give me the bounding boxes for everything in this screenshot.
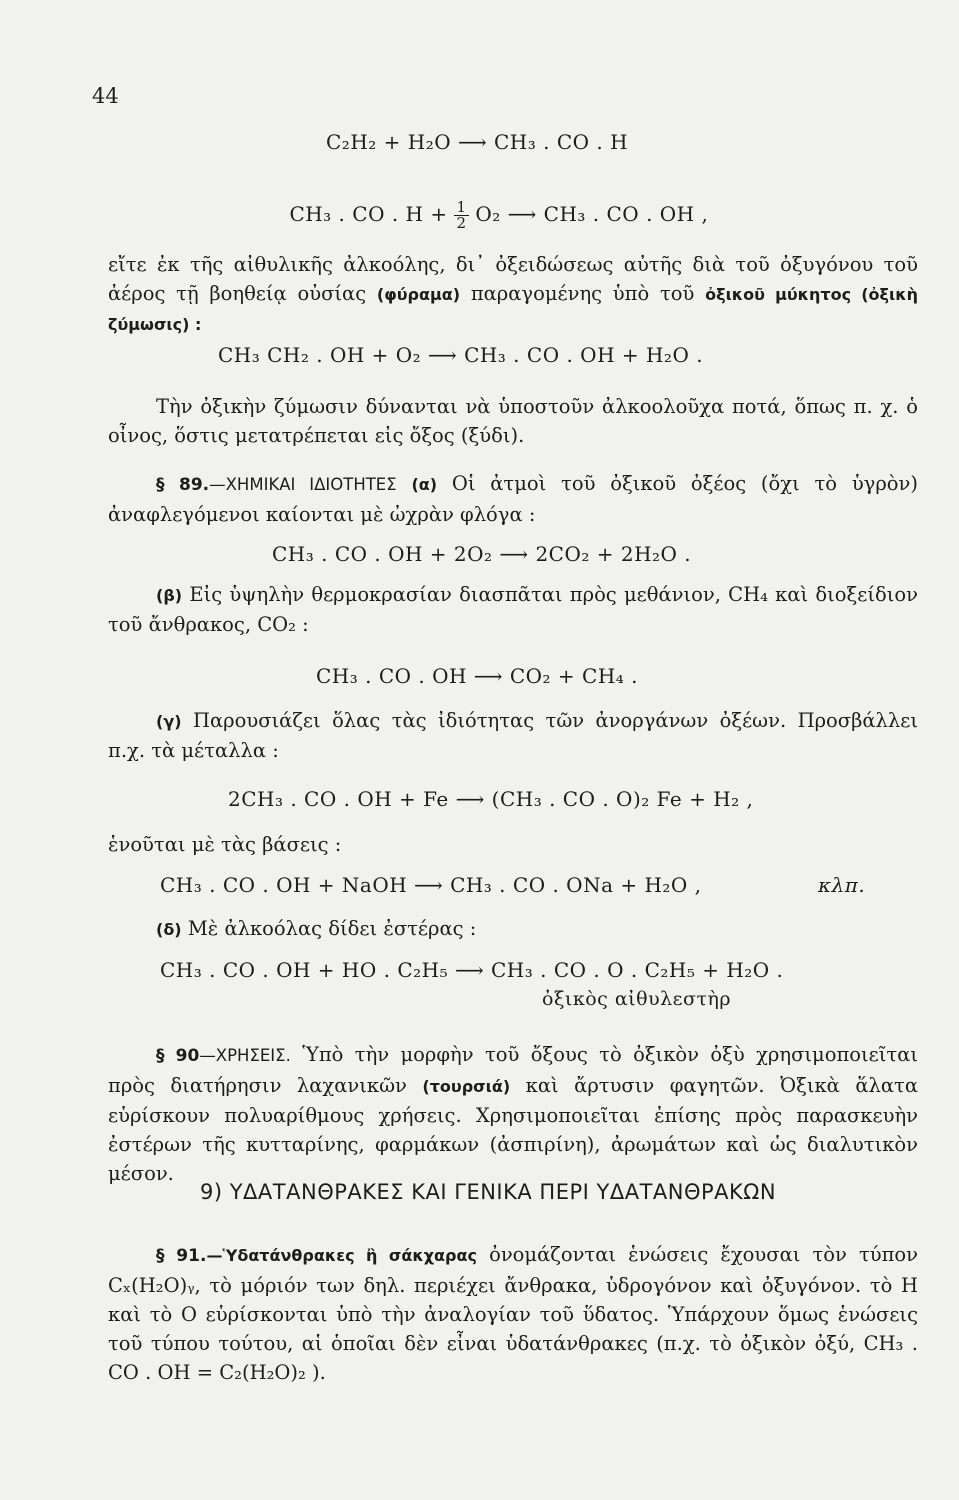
equation-naoh: CH₃ . CO . OH + NaOH ⟶ CH₃ . CO . ONa + H₂O ,: [160, 873, 702, 897]
section-text: Ὑπὸ τὴν μορφὴν τοῦ ὄξους τὸ ὀξικὸν ὀξὺ χρησιμοποιεῖται πρὸς διατήρησιν λαχανικῶν: [108, 1043, 919, 1097]
equation-acetylene-hydration: C₂H₂ + H₂O ⟶ CH₃ . CO . H: [326, 130, 629, 154]
section-91: [108, 1240, 918, 1387]
page-number: 44: [92, 84, 119, 108]
paragraph-ethanol-oxidation: [108, 250, 918, 339]
item-b: [108, 580, 918, 639]
ester-caption: ὀξικὸς αἰθυλεστὴρ: [542, 988, 732, 1010]
item-label-c: (γ): [156, 712, 182, 731]
item-text-c: Παρουσιάζει ὅλας τὰς ἰδιότητας τῶν ἀνοργάνων ὀξέων. Προσβάλλει π.χ. τὰ μέταλλα :: [108, 709, 918, 762]
equation-combustion: CH₃ . CO . OH + 2O₂ ⟶ 2CO₂ + 2H₂O .: [272, 542, 692, 566]
equation-iron: 2CH₃ . CO . OH + Fe ⟶ (CH₃ . CO . O)₂ Fe + H₂ ,: [228, 787, 754, 811]
fraction-denominator: 2: [456, 214, 467, 232]
item-d: [108, 914, 918, 944]
item-text-d: Μὲ ἀλκοόλας δίδει ἐστέρας :: [187, 917, 477, 940]
item-text-b: Εἰς ὑψηλὴν θερμοκρασίαν διασπᾶται πρὸς μεθάνιον, CH₄ καὶ διοξείδιον τοῦ ἄνθρακος, CO₂ :: [108, 583, 918, 636]
fraction-one-half: [454, 200, 468, 231]
section-text: ὀνομάζονται ἑνώσεις ἔχουσαι τὸν τύπον Cₓ(H₂O)ᵧ, τὸ μόριόν των δηλ. περιέχει ἄνθρακα, ὑδρογόνον καὶ ὀξυγόνον. τὸ H καὶ τὸ O εὑρίσκονται ὑπὸ τὴν ἀναλογίαν τοῦ ὕδατος. Ὑπάρχουν ὅμως ἑνώσεις τοῦ τύπου τούτου, αἱ ὁποῖαι δὲν εἶναι ὑδατάνθρακες (π.χ. τὸ ὀξικὸν ὀξύ, CH₃ . CO . OH = C₂(H₂O)₂ ).: [108, 1243, 919, 1384]
equation-right: O₂ ⟶ CH₃ . CO . OH ,: [468, 202, 709, 226]
item-label-d: (δ): [156, 920, 182, 939]
equation-left: CH₃ . CO . H +: [289, 202, 455, 226]
equation-acetic-fermentation: CH₃ CH₂ . OH + O₂ ⟶ CH₃ . CO . OH + H₂O .: [218, 343, 704, 367]
equation-acetaldehyde-oxidation: [262, 176, 708, 255]
bold-term-acetic-fermentation: ὀξικοῦ μύκητος (ὀξικὴ ζύμωσις) :: [108, 285, 918, 334]
section-title: —ΧΡΗΣΕΙΣ.: [199, 1046, 291, 1065]
item-label-b: (β): [156, 586, 183, 605]
section-number: § 90: [156, 1046, 200, 1066]
paragraph-wine-vinegar: Τὴν ὀξικὴν ζύμωσιν δύνανται νὰ ὑποστοῦν ἀλκοολοῦχα ποτά, ὅπως π. χ. ὁ οἶνος, ὅστις μετατρέπεται εἰς ὄξος (ξύδι).: [108, 395, 918, 447]
bold-term-toursia: (τουρσιά): [422, 1077, 511, 1096]
item-c: [108, 706, 918, 765]
section-title: —ΧΗΜΙΚΑΙ ΙΔΙΟΤΗΤΕΣ: [209, 475, 397, 494]
section-number: § 89.: [156, 475, 210, 495]
equation-decomposition: CH₃ . CO . OH ⟶ CO₂ + CH₄ .: [316, 664, 638, 688]
paragraph-text: εἴτε ἐκ τῆς αἰθυλικῆς ἀλκοόλης, δι᾽ ὀξειδώσεως αὐτῆς διὰ τοῦ ὀξυγόνου τοῦ ἀέρος τῇ βοηθείᾳ οὐσίας: [108, 253, 918, 305]
section-number: § 91.: [156, 1246, 207, 1266]
chapter-heading-carbohydrates: 9) ΥΔΑΤΑΝΘΡΑΚΕΣ ΚΑΙ ΓΕΝΙΚΑ ΠΕΡΙ ΥΔΑΤΑΝΘΡΑΚΩΝ: [200, 1180, 777, 1204]
fraction-numerator: 1: [456, 198, 467, 216]
equation-ester: CH₃ . CO . OH + HO . C₂H₅ ⟶ CH₃ . CO . O . C₂H₅ + H₂O .: [160, 958, 784, 982]
section-89: [108, 469, 918, 529]
paragraph-bases: ἑνοῦται μὲ τὰς βάσεις :: [108, 833, 342, 856]
bold-term-fyrama: (φύραμα): [376, 285, 461, 304]
section-text: καὶ ἄρτυσιν φαγητῶν. Ὀξικὰ ἅλατα εὑρίσκουν πολυαρίθμους χρήσεις. Χρησιμοποιεῖται ἐπίσης πρὸς παρασκευὴν ἐστέρων τῆς κυτταρίνης, φαρμάκων (ἀσπιρίνη), ἀρωμάτων καὶ ὡς διαλυτικὸν μέσον.: [108, 1074, 918, 1185]
item-text-a: Οἱ ἀτμοὶ τοῦ ὀξικοῦ ὀξέος (ὄχι τὸ ὑγρὸν) ἀναφλεγόμενοι καίονται μὲ ὠχρὰν φλόγα :: [108, 472, 918, 526]
section-90: [108, 1040, 918, 1188]
paragraph-text: παραγομένης ὑπὸ τοῦ: [470, 282, 695, 305]
item-label-a: (α): [411, 475, 438, 494]
equation-etc: κλπ.: [818, 873, 866, 897]
bold-term-carbohydrates: —Ὑδατάνθρακες ἢ σάκχαρας: [206, 1246, 477, 1265]
